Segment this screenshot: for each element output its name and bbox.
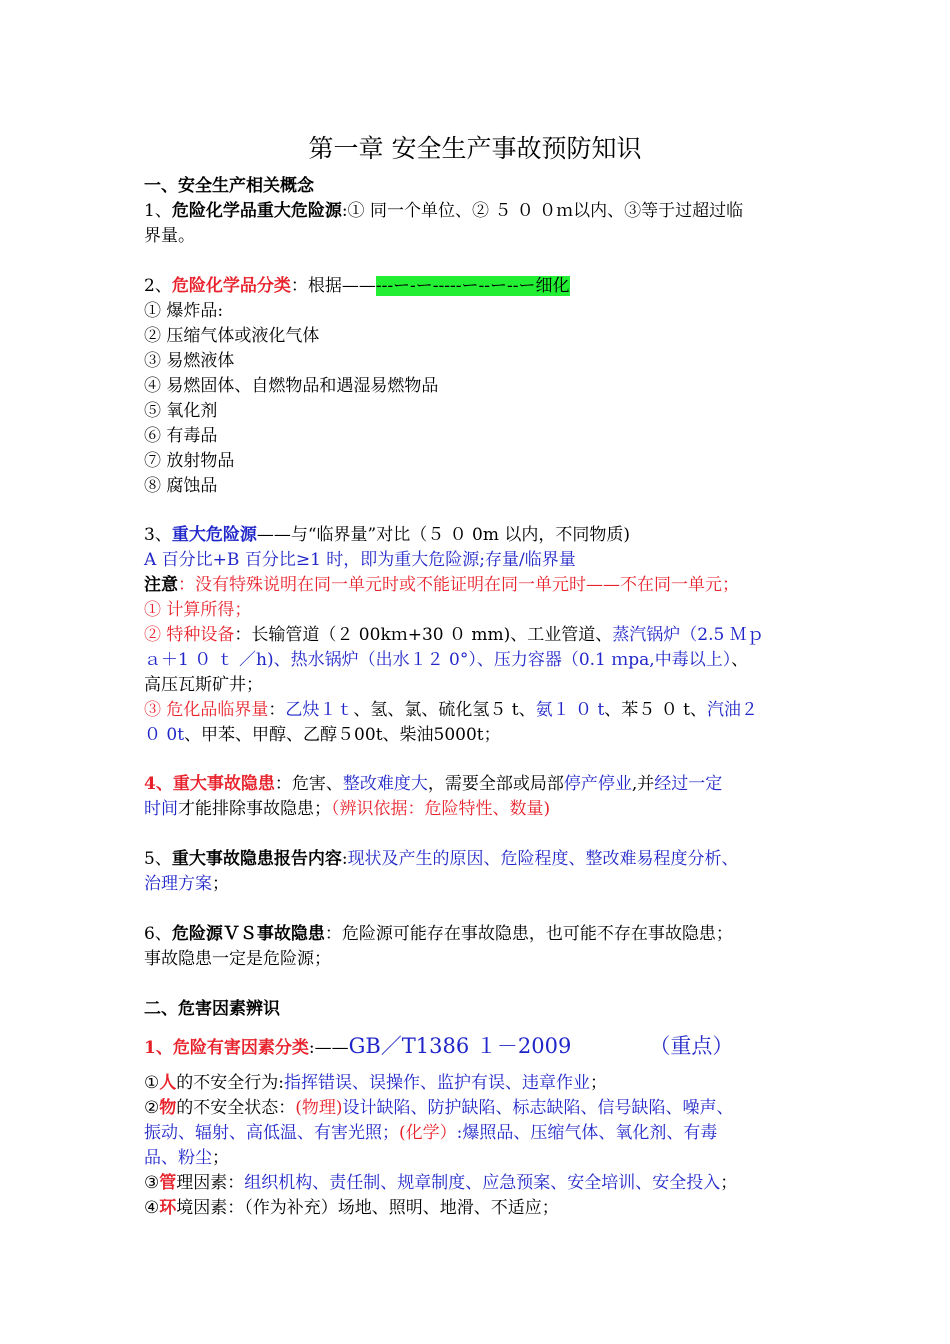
factor-key: 环: [159, 1198, 177, 1218]
hazchem-blue: 乙炔１ｔ: [285, 700, 354, 720]
item-3-line-1: [144, 523, 824, 547]
section-heading-2: 二、危害因素辨识: [144, 999, 280, 1019]
hazchem-blue: 汽油２: [706, 700, 758, 720]
item-text: ：危害、: [274, 774, 343, 794]
item-6-line-1: [144, 922, 824, 946]
factor-text-blue: :爆照品、压缩气体、氧化剂、有毒: [456, 1123, 718, 1143]
list-item: ③ 易燃液体: [144, 351, 235, 371]
hazchem-text: 、甲苯、甲醇、乙醇５00t、柴油5000t；: [184, 725, 501, 745]
factor-text-red: (物理): [295, 1098, 343, 1118]
standard-code: GB／T1386 １－2009: [348, 1034, 572, 1058]
factor-num: ④: [144, 1198, 160, 1218]
item-text: ,并: [631, 774, 655, 794]
list-item: ② 压缩气体或液化气体: [144, 326, 320, 346]
item-text: ，需要全部或局部: [427, 774, 564, 794]
item-text-blue: 治理方案: [144, 874, 212, 894]
item-term: 危险化学品重大危险源: [171, 201, 342, 221]
item-term: 危险源ＶＳ事故隐患: [171, 924, 325, 944]
factor-key: 物: [159, 1098, 177, 1118]
factor-text: 境因素：（作为补充）场地、照明、地滑、不适应；: [176, 1198, 559, 1218]
item-2-line: [144, 274, 824, 298]
factor-object-line-1: [144, 1096, 824, 1120]
hazchem-label: ③ 危化品临界量: [144, 700, 269, 720]
item-text-red: （辨识依据：危险特性、数量): [331, 799, 551, 819]
factor-human: [144, 1071, 824, 1095]
factor-text-blue: 组织机构、责任制、规章制度、应急预案、安全培训、安全投入: [244, 1173, 721, 1193]
hazchem-text: ：: [268, 700, 286, 720]
item-5-line-2: [144, 872, 824, 896]
item-num: 5、: [144, 849, 172, 869]
factor-num: ②: [144, 1098, 160, 1118]
factor-num: ③: [144, 1173, 160, 1193]
equipment-text: ：长输管道（２ 00kｍ+30 ０ mm)、工业管道、: [234, 625, 613, 645]
item-term: 危险化学品分类: [171, 276, 291, 296]
hazchem-blue: ０ 0t: [144, 725, 185, 745]
factor-key: 管: [159, 1173, 177, 1193]
key-point-label: （重点）: [649, 1034, 734, 1058]
item-num: 2、: [144, 276, 172, 296]
item-num: 6、: [144, 924, 172, 944]
factor-text: 的不安全状态：: [176, 1098, 296, 1118]
factor-text-blue: 品、粉尘: [144, 1148, 212, 1168]
hazchem-line-1: [144, 698, 824, 722]
item-num: 3、: [144, 525, 172, 545]
item-4-line-1: [144, 772, 824, 796]
equipment-text-blue: 蒸汽锅炉（2.5 Ｍｐ: [612, 625, 764, 645]
item-text-blue: 停产停业: [563, 774, 632, 794]
factor-text-red: (化学）: [399, 1123, 457, 1143]
factor-text: 理因素：: [176, 1173, 245, 1193]
item-num: 1、: [144, 201, 172, 221]
factor-object-line-3: [144, 1146, 824, 1170]
item-text: :: [341, 849, 348, 869]
item-text: ：根据——: [290, 276, 376, 296]
equipment-label: ② 特种设备: [144, 625, 235, 645]
item-text: ——与“临界量”对比（５ ０ 0m 以内，不同物质): [256, 525, 630, 545]
factor-text: ；: [589, 1073, 607, 1093]
hazchem-blue: 氨１ ０ t: [535, 700, 605, 720]
item-text-blue: 现状及产生的原因、危险程度、整改难易程度分析、: [347, 849, 739, 869]
factor-object-line-2: [144, 1121, 824, 1145]
list-item: ⑤ 氧化剂: [144, 401, 218, 421]
hazchem-text: 、氢、氯、硫化氢５ t、: [353, 700, 536, 720]
equipment-line-3: 高压瓦斯矿井；: [144, 675, 263, 695]
note-label: 注意: [144, 575, 178, 595]
factor-text: 的不安全行为:: [176, 1073, 284, 1093]
item-1-line-2: 界量。: [144, 226, 195, 246]
hazchem-text: 、苯５ ０ t、: [604, 700, 707, 720]
section-heading-1: 一、安全生产相关概念: [144, 176, 314, 196]
equipment-line-2: [144, 648, 824, 672]
list-item: ⑥ 有毒品: [144, 426, 218, 446]
item-5-line-1: [144, 847, 824, 871]
list-item: ⑦ 放射物品: [144, 451, 235, 471]
formula-line: A 百分比+B 百分比≥1 时，即为重大危险源;存量/临界量: [144, 550, 576, 570]
note-line: [144, 573, 824, 597]
item-text: :——: [308, 1038, 349, 1058]
item-1-line-1: [144, 199, 824, 223]
item-text-blue: 时间: [144, 799, 178, 819]
factor-text: ；: [720, 1173, 738, 1193]
list-item: ⑧ 腐蚀品: [144, 476, 218, 496]
hazchem-line-2: [144, 723, 824, 747]
item-text: ；: [212, 874, 229, 894]
factor-environment: [144, 1196, 824, 1220]
item-text-blue: 整改难度大: [342, 774, 428, 794]
item-6-line-2: 事故隐患一定是危险源；: [144, 949, 331, 969]
item-term: 重大危险源: [171, 525, 257, 545]
chapter-title: 第一章 安全生产事故预防知识: [308, 134, 642, 163]
factor-num: ①: [144, 1073, 160, 1093]
factor-key: 人: [159, 1073, 177, 1093]
item-text: :① 同一个单位、② ５ ０ ０ｍ以内、③等于过超过临: [341, 201, 744, 221]
factor-class-heading: [144, 1032, 824, 1062]
factor-text-blue: 指挥错误、误操作、监护有误、违章作业: [283, 1073, 590, 1093]
item-text: 才能排除事故隐患；: [178, 799, 331, 819]
factor-management: [144, 1171, 824, 1195]
item-4-line-2: [144, 797, 824, 821]
equipment-line-1: [144, 623, 824, 647]
item-term: 重大事故隐患报告内容: [171, 849, 342, 869]
item-text: ：危险源可能存在事故隐患，也可能不存在事故隐患；: [324, 924, 733, 944]
note-text: ：没有特殊说明在同一单元时或不能证明在同一单元时——不在同一单元；: [178, 575, 739, 595]
list-item: ① 爆炸品:: [144, 301, 224, 321]
factor-text: ；: [212, 1148, 229, 1168]
list-item: ④ 易燃固体、自燃物品和遇湿易燃物品: [144, 376, 439, 396]
item-term: 1、危险有害因素分类: [144, 1038, 309, 1058]
item-text-blue: 经过一定: [654, 774, 723, 794]
equipment-text-blue: ａ＋1 ０ ｔ ／h)、热水锅炉（出水１２ 0°）、压力容器（0.1 ｍpa,中毒以上）: [144, 650, 732, 670]
factor-text-blue: 振动、辐射、高低温、有害光照；: [144, 1123, 399, 1143]
factor-text-blue: 设计缺陷、防护缺陷、标志缺陷、信号缺陷、噪声、: [342, 1098, 734, 1118]
calc-line: ① 计算所得；: [144, 600, 252, 620]
item-term: 4、重大事故隐患: [144, 774, 275, 794]
equipment-text: 、: [731, 650, 749, 670]
highlighted-text: ---ー-ー-----ー--ー--ー细化: [375, 276, 570, 296]
